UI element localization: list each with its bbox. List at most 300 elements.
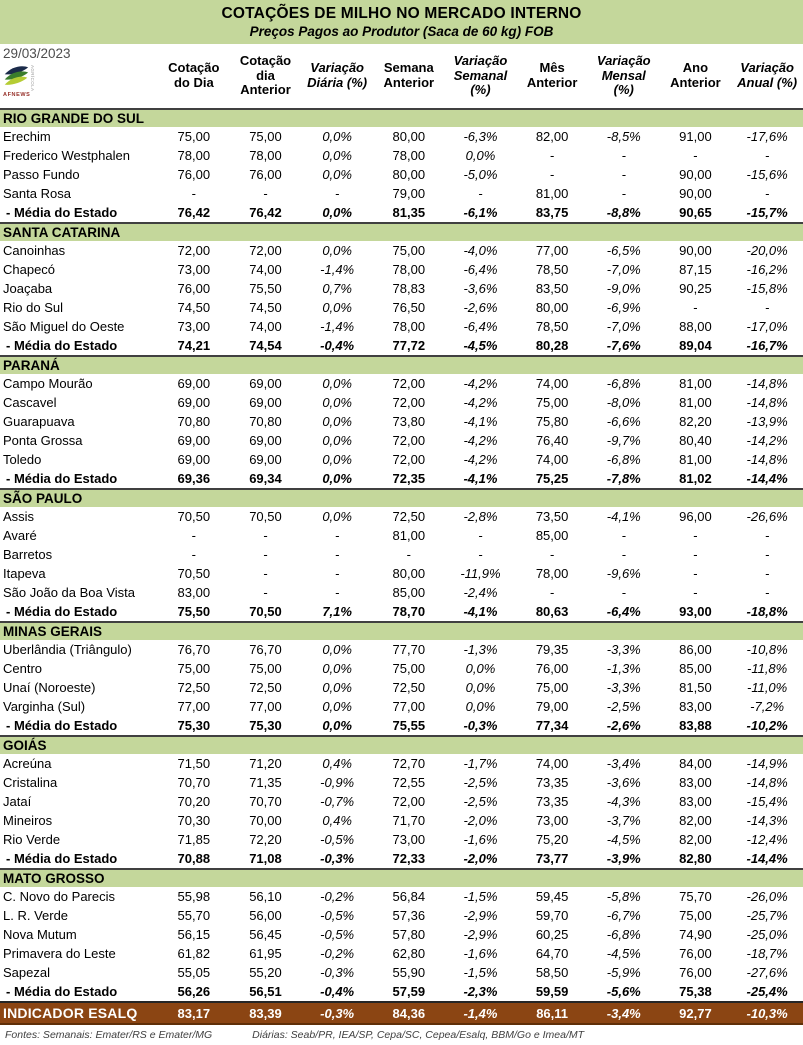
value-cell: 78,00 [177,148,211,163]
value-cell: -6,1% [463,205,498,220]
value-cell: 83,00 [177,585,211,600]
value-cell: 76,50 [392,300,426,315]
column-header-8: Variação Anual (%) [731,44,803,109]
value-cell: 82,00 [535,129,569,144]
value-cell: 93,00 [679,604,712,619]
value-cell: 85,00 [392,585,426,600]
value-cell: 78,00 [535,566,569,581]
value-cell: 61,82 [177,946,211,961]
city-row [0,659,803,678]
value-cell: 70,50 [249,604,282,619]
value-cell: 70,80 [249,414,282,429]
value-cell: -1,7% [463,756,498,771]
value-cell: 56,15 [177,927,211,942]
value-cell: -1,3% [606,661,641,676]
value-cell: 76,42 [177,205,211,220]
location-name: - Média do Estado [6,851,118,866]
location-name: - Média do Estado [6,338,118,353]
value-cell: -6,4% [463,319,498,334]
value-cell: 83,00 [679,794,712,809]
value-cell: 72,50 [249,680,282,695]
value-cell: - [263,528,268,543]
value-cell: 70,88 [177,851,211,866]
value-cell: 69,00 [249,433,282,448]
value-cell: -0,3% [320,965,355,980]
value-cell: 80,63 [535,604,569,619]
location-name: Primavera do Leste [3,946,116,961]
value-cell: - [693,528,698,543]
value-cell: -25,7% [746,908,788,923]
value-cell: -10,2% [746,718,788,733]
value-cell: 72,00 [177,243,211,258]
value-cell: -4,3% [606,794,641,809]
value-cell: 85,00 [535,528,569,543]
value-cell: 57,36 [392,908,426,923]
value-cell: 75,30 [249,718,282,733]
value-cell: -4,2% [463,395,498,410]
value-cell: 60,25 [535,927,569,942]
value-cell: -2,0% [463,851,498,866]
value-cell: 78,00 [392,148,426,163]
value-cell: 78,50 [535,319,569,334]
value-cell: -0,2% [320,889,355,904]
value-cell: -7,0% [606,319,641,334]
value-cell: 0,0% [322,414,352,429]
city-row [0,507,803,526]
value-cell: - [263,585,268,600]
value-cell: 56,84 [392,889,426,904]
value-cell: - [621,186,626,201]
value-cell: -8,8% [606,205,641,220]
location-name: Rio do Sul [3,300,63,315]
city-row [0,792,803,811]
value-cell: - [764,566,770,581]
location-name: Frederico Westphalen [3,148,130,163]
value-cell: 73,00 [392,832,426,847]
value-cell: - [334,528,340,543]
value-cell: -3,7% [606,813,641,828]
city-row [0,640,803,659]
column-header-2: Variação Diária (%) [301,44,373,109]
section-title: MINAS GERAIS [0,622,803,640]
indicator-esalq-row [0,1002,803,1024]
value-cell: - [334,547,340,562]
value-cell: -4,5% [606,832,641,847]
value-cell: 91,00 [679,129,712,144]
value-cell: 56,51 [249,984,282,999]
value-cell: -0,3% [320,851,355,866]
location-name: - Média do Estado [6,984,118,999]
value-cell: 71,85 [177,832,211,847]
value-cell: -2,5% [606,699,641,714]
value-cell: - [263,566,268,581]
value-cell: -5,6% [606,984,641,999]
value-cell: - [621,528,626,543]
indicator-value-cell: 84,36 [373,1002,445,1024]
value-cell: 0,4% [322,756,352,771]
value-cell: 74,00 [249,319,282,334]
city-row [0,925,803,944]
value-cell: -6,4% [463,262,498,277]
city-row [0,545,803,564]
value-cell: -14,8% [746,395,788,410]
value-cell: - [406,547,411,562]
value-cell: -17,0% [746,319,788,334]
section-header-row [0,356,803,374]
value-cell: -7,0% [606,262,641,277]
value-cell: 80,28 [535,338,569,353]
report-meta-cell [0,44,158,109]
value-cell: -4,1% [463,471,498,486]
value-cell: 83,00 [679,699,712,714]
value-cell: 90,25 [679,281,712,296]
value-cell: 75,00 [177,129,211,144]
location-name: São Miguel do Oeste [3,319,125,334]
value-cell: -15,7% [746,205,788,220]
value-cell: 75,50 [249,281,282,296]
section-header-row [0,736,803,754]
value-cell: 77,72 [392,338,426,353]
value-cell: -14,9% [746,756,788,771]
section-header-row [0,622,803,640]
value-cell: - [191,186,196,201]
value-cell: -18,8% [746,604,788,619]
value-cell: 72,55 [392,775,426,790]
city-row [0,184,803,203]
value-cell: 69,00 [249,376,282,391]
value-cell: -9,0% [606,281,641,296]
location-name: Ponta Grossa [3,433,83,448]
value-cell: - [764,528,770,543]
section-title: PARANÁ [0,356,803,374]
value-cell: -2,9% [463,927,498,942]
value-cell: - [764,148,770,163]
value-cell: 71,35 [249,775,282,790]
value-cell: 82,80 [679,851,712,866]
location-name: Itapeva [3,566,46,581]
value-cell: 56,45 [249,927,282,942]
column-header-0: Cotação do Dia [158,44,230,109]
indicator-name: INDICADOR ESALQ [0,1002,158,1024]
state-average-row [0,716,803,736]
value-cell: 72,00 [249,243,282,258]
value-cell: -1,3% [463,642,498,657]
value-cell: 78,00 [392,319,426,334]
location-name: São João da Boa Vista [3,585,136,600]
location-name: Canoinhas [3,243,66,258]
value-cell: 69,00 [177,376,211,391]
city-row [0,678,803,697]
value-cell: 75,00 [535,680,569,695]
page-title: COTAÇÕES DE MILHO NO MERCADO INTERNO [221,5,582,22]
city-row [0,906,803,925]
city-row [0,146,803,165]
value-cell: 82,20 [679,414,712,429]
value-cell: 55,90 [392,965,426,980]
location-name: Toledo [3,452,42,467]
value-cell: 74,00 [249,262,282,277]
value-cell: 56,26 [177,984,211,999]
value-cell: 73,77 [535,851,569,866]
value-cell: 69,00 [177,452,211,467]
value-cell: -4,2% [463,433,498,448]
value-cell: - [478,528,483,543]
value-cell: 81,00 [679,376,712,391]
value-cell: 74,00 [535,376,569,391]
value-cell: 0,0% [465,699,496,714]
state-average-row [0,469,803,489]
value-cell: -2,8% [463,509,498,524]
value-cell: 0,0% [322,205,352,220]
value-cell: 74,50 [177,300,211,315]
value-cell: 81,00 [679,395,712,410]
value-cell: 75,38 [679,984,712,999]
value-cell: -3,3% [606,642,641,657]
value-cell: 74,54 [249,338,282,353]
city-row [0,830,803,849]
city-row [0,393,803,412]
indicator-value-cell: -1,4% [445,1002,517,1024]
value-cell: - [621,547,626,562]
indicator-value-cell: -0,3% [301,1002,373,1024]
value-cell: 90,65 [679,205,712,220]
value-cell: -14,8% [746,376,788,391]
value-cell: - [693,148,698,163]
sources-weekly: Fontes: Semanais: Emater/RS e Emater/MG [5,1029,213,1041]
location-name: - Média do Estado [6,604,118,619]
value-cell: 73,50 [535,509,569,524]
value-cell: -2,3% [463,984,498,999]
value-cell: -5,0% [463,167,498,182]
value-cell: 59,70 [535,908,569,923]
city-row [0,317,803,336]
value-cell: -9,7% [606,433,641,448]
value-cell: -5,9% [606,965,641,980]
value-cell: - [764,547,770,562]
value-cell: 70,70 [177,775,211,790]
value-cell: 72,33 [392,851,426,866]
value-cell: - [334,186,340,201]
indicator-value-cell: -3,4% [588,1002,660,1024]
value-cell: 77,00 [535,243,569,258]
value-cell: -7,6% [606,338,641,353]
value-cell: 73,35 [535,775,569,790]
city-row [0,279,803,298]
value-cell: 75,20 [535,832,569,847]
value-cell: - [549,167,555,182]
value-cell: -6,5% [606,243,641,258]
value-cell: -0,9% [320,775,355,790]
value-cell: 0,0% [322,680,352,695]
value-cell: 0,0% [322,300,352,315]
value-cell: 57,80 [392,927,426,942]
value-cell: -13,9% [746,414,788,429]
value-cell: 64,70 [535,946,569,961]
column-header-row [0,44,803,109]
value-cell: -16,7% [746,338,788,353]
indicator-value-cell: -10,3% [731,1002,803,1024]
value-cell: 70,00 [249,813,282,828]
value-cell: -1,5% [463,889,498,904]
value-cell: 75,00 [249,129,282,144]
location-name: Santa Rosa [3,186,71,201]
indicator-value-cell: 83,17 [158,1002,230,1024]
state-average-row [0,849,803,869]
location-name: Cristalina [3,775,58,790]
value-cell: -2,5% [463,794,498,809]
section-title: GOIÁS [0,736,803,754]
value-cell: -2,6% [606,718,641,733]
value-cell: 81,35 [392,205,426,220]
state-average-row [0,336,803,356]
value-cell: 80,00 [392,129,426,144]
column-header-1: Cotação dia Anterior [230,44,302,109]
value-cell: 70,50 [249,509,282,524]
value-cell: 75,00 [679,908,712,923]
value-cell: -26,0% [746,889,788,904]
value-cell: 0,0% [322,509,352,524]
value-cell: -11,0% [747,680,788,695]
value-cell: 72,50 [392,509,426,524]
value-cell: -3,9% [606,851,641,866]
value-cell: -3,6% [463,281,498,296]
value-cell: -6,4% [606,604,641,619]
value-cell: 69,36 [177,471,211,486]
value-cell: -6,8% [606,376,641,391]
value-cell: 71,20 [249,756,282,771]
value-cell: - [549,585,555,600]
value-cell: - [334,566,340,581]
value-cell: -1,4% [320,262,355,277]
value-cell: 0,7% [322,281,352,296]
city-row [0,241,803,260]
city-row [0,165,803,184]
city-row [0,944,803,963]
value-cell: - [764,300,770,315]
value-cell: 76,00 [177,281,211,296]
value-cell: 0,0% [322,718,352,733]
value-cell: 90,00 [679,186,712,201]
value-cell: 55,70 [177,908,211,923]
value-cell: -18,7% [746,946,788,961]
value-cell: -4,2% [463,452,498,467]
logo-vertical-text: AGRÍCOLA [30,65,35,92]
value-cell: -10,8% [746,642,788,657]
value-cell: - [693,566,698,581]
value-cell: 78,70 [392,604,426,619]
city-row [0,298,803,317]
value-cell: 81,50 [679,680,712,695]
page-subtitle: Preços Pagos ao Produtor (Saca de 60 kg) FOB [249,24,554,39]
value-cell: -9,6% [606,566,641,581]
value-cell: -25,4% [746,984,788,999]
value-cell: -1,5% [463,965,498,980]
value-cell: 82,00 [679,813,712,828]
value-cell: -16,2% [746,262,788,277]
value-cell: -0,5% [320,927,355,942]
value-cell: -8,5% [606,129,641,144]
section-title: RIO GRANDE DO SUL [0,109,803,127]
value-cell: 77,70 [392,642,426,657]
value-cell: -0,4% [320,338,355,353]
value-cell: 70,70 [249,794,282,809]
location-name: - Média do Estado [6,471,118,486]
value-cell: 81,02 [679,471,712,486]
location-name: - Média do Estado [6,205,118,220]
city-row [0,773,803,792]
value-cell: -25,0% [746,927,788,942]
location-name: Nova Mutum [3,927,77,942]
value-cell: -0,5% [320,908,355,923]
value-cell: - [621,585,626,600]
value-cell: -2,4% [463,585,498,600]
city-row [0,564,803,583]
value-cell: 76,70 [249,642,282,657]
value-cell: 76,00 [535,661,569,676]
location-name: Passo Fundo [3,167,80,182]
value-cell: -6,8% [606,452,641,467]
value-cell: 81,00 [392,528,426,543]
value-cell: -4,1% [606,509,641,524]
value-cell: 78,00 [392,262,426,277]
value-cell: -2,5% [463,775,498,790]
value-cell: - [693,585,698,600]
value-cell: 72,00 [392,395,426,410]
value-cell: 75,00 [392,243,426,258]
state-average-row [0,203,803,223]
value-cell: - [693,547,698,562]
value-cell: 72,35 [392,471,426,486]
location-name: C. Novo do Parecis [3,889,115,904]
value-cell: 70,80 [177,414,211,429]
city-row [0,811,803,830]
value-cell: 85,00 [679,661,712,676]
city-row [0,450,803,469]
value-cell: 75,80 [535,414,569,429]
city-row [0,963,803,982]
section-header-row [0,489,803,507]
value-cell: 74,50 [249,300,282,315]
value-cell: 69,00 [177,433,211,448]
value-cell: -17,6% [746,129,788,144]
location-name: Sapezal [3,965,50,980]
value-cell: 0,4% [322,813,352,828]
value-cell: - [263,547,268,562]
value-cell: 78,50 [535,262,569,277]
value-cell: 0,0% [322,699,352,714]
city-row [0,260,803,279]
value-cell: -26,6% [746,509,788,524]
value-cell: 72,00 [392,433,426,448]
value-cell: 76,00 [249,167,282,182]
value-cell: 75,50 [177,604,211,619]
value-cell: 76,70 [177,642,211,657]
value-cell: 82,00 [679,832,712,847]
value-cell: -14,2% [746,433,788,448]
value-cell: 90,00 [679,243,712,258]
value-cell: -3,4% [606,756,641,771]
value-cell: 0,0% [322,395,352,410]
value-cell: -6,6% [606,414,641,429]
value-cell: 73,35 [535,794,569,809]
value-cell: - [191,528,196,543]
location-name: Campo Mourão [3,376,93,391]
value-cell: - [478,547,483,562]
value-cell: -6,3% [463,129,498,144]
value-cell: -14,3% [746,813,788,828]
value-cell: 0,0% [322,471,352,486]
value-cell: -4,5% [463,338,498,353]
